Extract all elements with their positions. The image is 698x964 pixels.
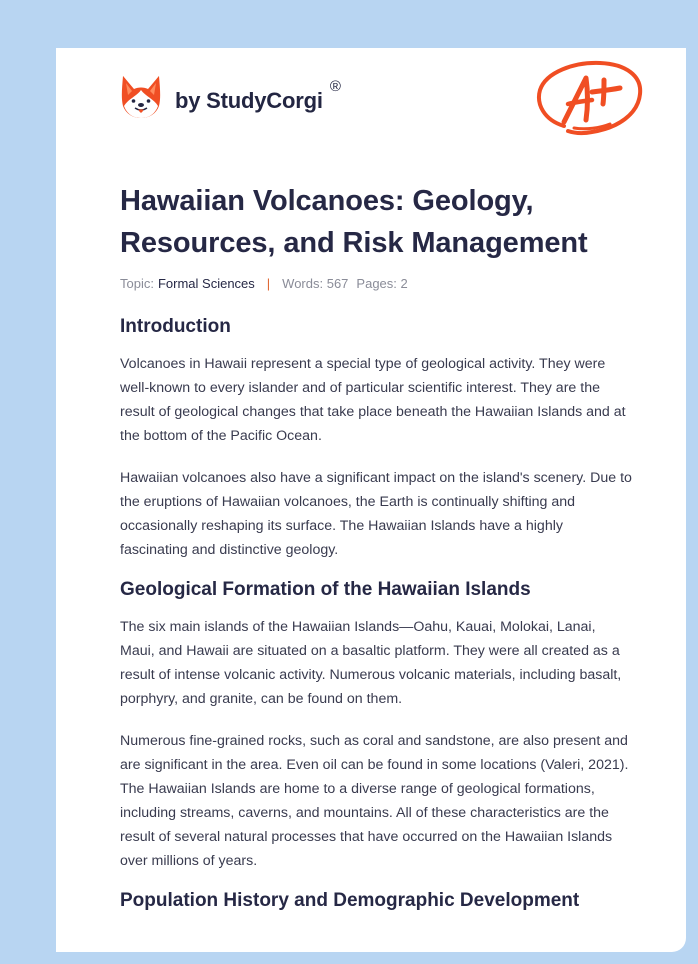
- section-heading: Geological Formation of the Hawaiian Islands: [120, 579, 531, 600]
- section-heading: Population History and Demographic Development: [120, 890, 580, 911]
- section-geological-formation: [120, 577, 632, 873]
- studycorgi-logo[interactable]: [120, 74, 341, 120]
- a-plus-grade-icon: [534, 58, 646, 140]
- page-count: Pages: 2: [356, 276, 408, 291]
- registered-mark: ®: [329, 78, 341, 95]
- section-heading: Introduction: [120, 316, 231, 337]
- brand-name-text: by StudyCorgi: [175, 88, 323, 113]
- paragraph: The six main islands of the Hawaiian Islands—Oahu, Kauai, Molokai, Lanai, Maui, and Hawaii are situated on a basaltic platform. They were all created as a result of intense volcanic activity. Numerous volcanic materials, including basalt, porphyry, and granite, can be found on them.: [120, 619, 622, 707]
- article-title: Hawaiian Volcanoes: Geology, Resources, and Risk Management: [120, 185, 588, 259]
- paragraph: Volcanoes in Hawaii represent a special type of geological activity. They were well-known to every islander and of particular scientific interest. They are the result of geological changes that take place beneath the Hawaiian Islands and at the bottom of the Pacific Ocean.: [120, 356, 626, 444]
- brand-name: [175, 78, 341, 114]
- topic-link[interactable]: Formal Sciences: [157, 276, 255, 291]
- section-population-history: [120, 888, 632, 914]
- word-count: Words: 567: [282, 276, 349, 291]
- corgi-face-icon: [120, 74, 162, 120]
- document-card: [56, 48, 686, 952]
- topic-label: Topic:: [120, 276, 154, 291]
- paragraph: Numerous fine-grained rocks, such as coral and sandstone, are also present and are significant in the area. Even oil can be found in some locations (Valeri, 2021). The Hawaiian Islands are home to a diverse range of geological formations, including streams, caverns, and mountains. All of these characteristics are the result of several natural processes that have occurred on the Hawaiian Islands over millions of years.: [120, 733, 629, 869]
- meta-separator: |: [266, 276, 271, 291]
- article-meta: [120, 276, 632, 291]
- paragraph: Hawaiian volcanoes also have a significant impact on the island's scenery. Due to the eruptions of Hawaiian volcanoes, the Earth is continually shifting and occasionally reshaping its surface. The Hawaiian Islands have a highly fascinating and distinctive geology.: [120, 470, 632, 558]
- section-introduction: [120, 314, 632, 562]
- page-header: [120, 48, 632, 158]
